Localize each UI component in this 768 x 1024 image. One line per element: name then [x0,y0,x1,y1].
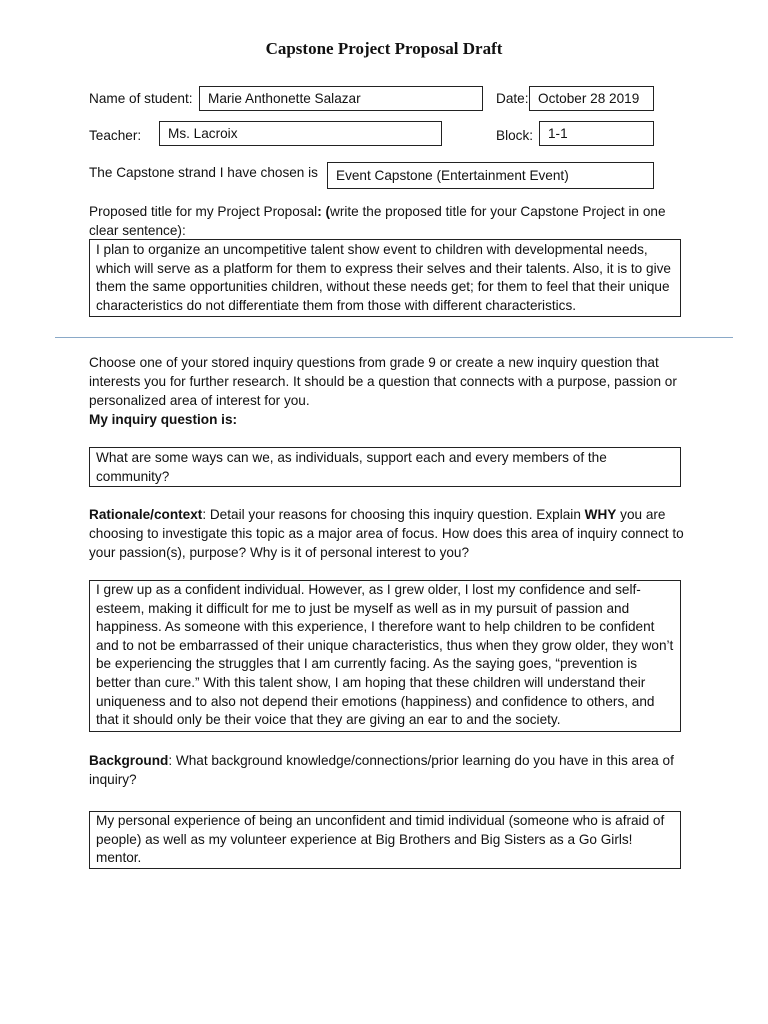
rationale-prompt [89,505,685,562]
background-prompt [89,751,679,789]
inquiry-question-textbox[interactable]: What are some ways can we, as individuals, support each and every members of the community? [89,447,681,487]
date-field[interactable]: October 28 2019 [529,86,654,111]
background-prompt-text: : What background knowledge/connections/prior learning do you have in this area of inquiry? [89,753,674,787]
proposal-prompt-end: write the proposed title for your Capstone Project in one [330,204,666,219]
student-name-field[interactable]: Marie Anthonette Salazar [199,86,483,111]
background-textbox[interactable]: My personal experience of being an unconfident and timid individual (someone who is afraid of people) as well as my volunteer experience at Big Brothers and Big Sisters as a Go Girls! mentor. [89,811,681,869]
inquiry-prompt: Choose one of your stored inquiry questions from grade 9 or create a new inquiry question that interests you for further research. It should be a question that connects with a purpose, passion or personalized area of interest for you. [89,355,677,408]
rationale-prompt-text-b: you are choosing to investigate this topic as a major area of focus. How does this area of inquiry connect to your passion(s), purpose? Why is it of personal interest to you? [89,507,684,560]
teacher-field[interactable]: Ms. Lacroix [159,121,442,146]
proposal-title-textbox[interactable]: I plan to organize an uncompetitive talent show event to children with developmental needs, which will serve as a platform for them to express their selves and their talents. Also, it is to give them the same opportunities children, without these needs get; for them to feel that their unique characteristics do not differentiate them from those with different characteristics. [89,239,681,317]
section-divider [55,337,733,338]
teacher-label: Teacher: [89,128,142,143]
block-field[interactable]: 1-1 [539,121,654,146]
block-label: Block: [496,128,534,143]
student-name-label: Name of student: [89,91,193,106]
proposal-prompt-line2: clear sentence): [89,223,186,238]
page-title: Capstone Project Proposal Draft [265,39,503,58]
proposal-prompt-start: Proposed title for my Project Proposal [89,204,318,219]
rationale-textbox[interactable]: I grew up as a confident individual. However, as I grew older, I lost my confidence and self-esteem, making it difficult for me to just be myself as well as in my pursuit of passion and happiness. As someone with this experience, I therefore want to help children to be confident and to not be embarrassed of their unique characteristics, thus when they grow older, they won’t be experiencing the struggles that I am currently facing. As the saying goes, “prevention is better than cure.” With this talent show, I am hoping that these children will understand their uniqueness and to also not depend their emotions (happiness) and confidence to others, and that it should only be their voice that they are giving an ear to and the society. [89,580,681,732]
date-label: Date: [496,91,529,106]
inquiry-heading: My inquiry question is: [89,412,238,427]
strand-field[interactable]: Event Capstone (Entertainment Event) [327,162,654,189]
rationale-why: WHY [584,507,617,522]
proposal-prompt-colon: : ( [317,204,331,219]
rationale-heading: Rationale/context [89,507,203,522]
strand-label: The Capstone strand I have chosen is [89,165,318,180]
rationale-prompt-text-a: : Detail your reasons for choosing this inquiry question. Explain [202,507,585,522]
proposal-prompt [89,202,699,240]
background-heading: Background [89,753,169,768]
